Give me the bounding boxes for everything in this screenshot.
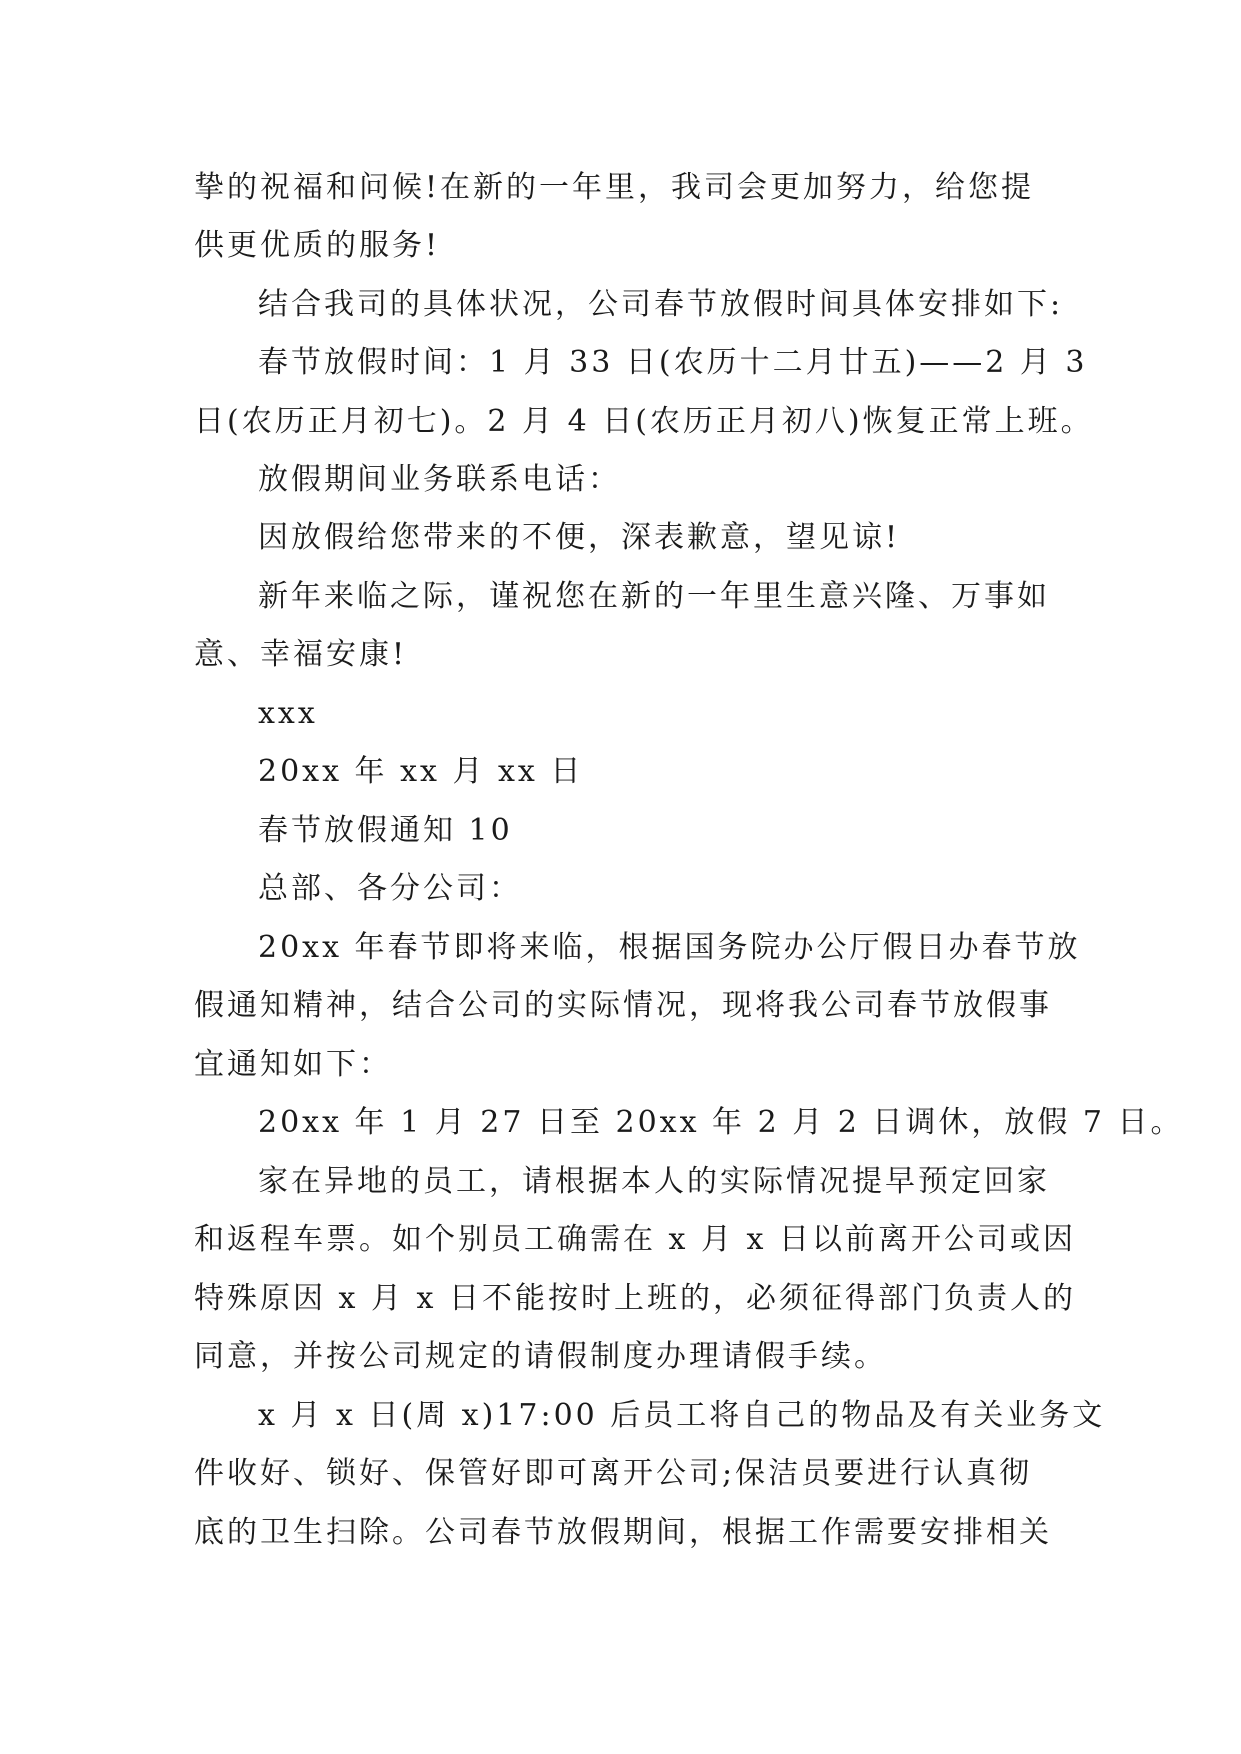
- text-line: 宜通知如下：: [194, 1047, 392, 1082]
- text-line: 家在异地的员工，请根据本人的实际情况提早预定回家: [258, 1164, 1050, 1199]
- signature-name: xxx: [258, 696, 318, 731]
- text-line: 底的卫生扫除。公司春节放假期间，根据工作需要安排相关: [194, 1515, 1052, 1550]
- addressee: 总部、各分公司：: [258, 871, 522, 906]
- text-line: 供更优质的服务!: [194, 228, 441, 263]
- text-line: 件收好、锁好、保管好即可离开公司;保洁员要进行认真彻: [194, 1456, 1033, 1491]
- text-line: 同意，并按公司规定的请假制度办理请假手续。: [194, 1339, 887, 1374]
- text-line: 放假期间业务联系电话：: [258, 462, 621, 497]
- text-line: 结合我司的具体状况，公司春节放假时间具体安排如下:: [258, 287, 1064, 322]
- text-line: 20xx 年春节即将来临，根据国务院办公厅假日办春节放: [258, 930, 1081, 965]
- text-line: x 月 x 日(周 x)17:00 后员工将自己的物品及有关业务文: [258, 1398, 1106, 1433]
- section-title: 春节放假通知 10: [258, 813, 513, 848]
- text-line: 挚的祝福和问候!在新的一年里，我司会更加努力，给您提: [194, 170, 1035, 205]
- text-line: 和返程车票。如个别员工确需在 x 月 x 日以前离开公司或因: [194, 1222, 1076, 1257]
- text-line: 日(农历正月初七)。2 月 4 日(农历正月初八)恢复正常上班。: [194, 404, 1094, 439]
- text-line: 20xx 年 1 月 27 日至 20xx 年 2 月 2 日调休，放假 7 日。: [258, 1105, 1184, 1140]
- text-line: 特殊原因 x 月 x 日不能按时上班的，必须征得部门负责人的: [194, 1281, 1076, 1316]
- text-line: 因放假给您带来的不便，深表歉意，望见谅!: [258, 520, 901, 555]
- text-line: 新年来临之际，谨祝您在新的一年里生意兴隆、万事如: [258, 579, 1050, 614]
- text-line: 春节放假时间：1 月 33 日(农历十二月廿五)——2 月 3: [258, 345, 1088, 380]
- text-line: 意、幸福安康!: [194, 637, 408, 672]
- text-line: 假通知精神，结合公司的实际情况，现将我公司春节放假事: [194, 988, 1052, 1023]
- signature-date: 20xx 年 xx 月 xx 日: [258, 754, 584, 789]
